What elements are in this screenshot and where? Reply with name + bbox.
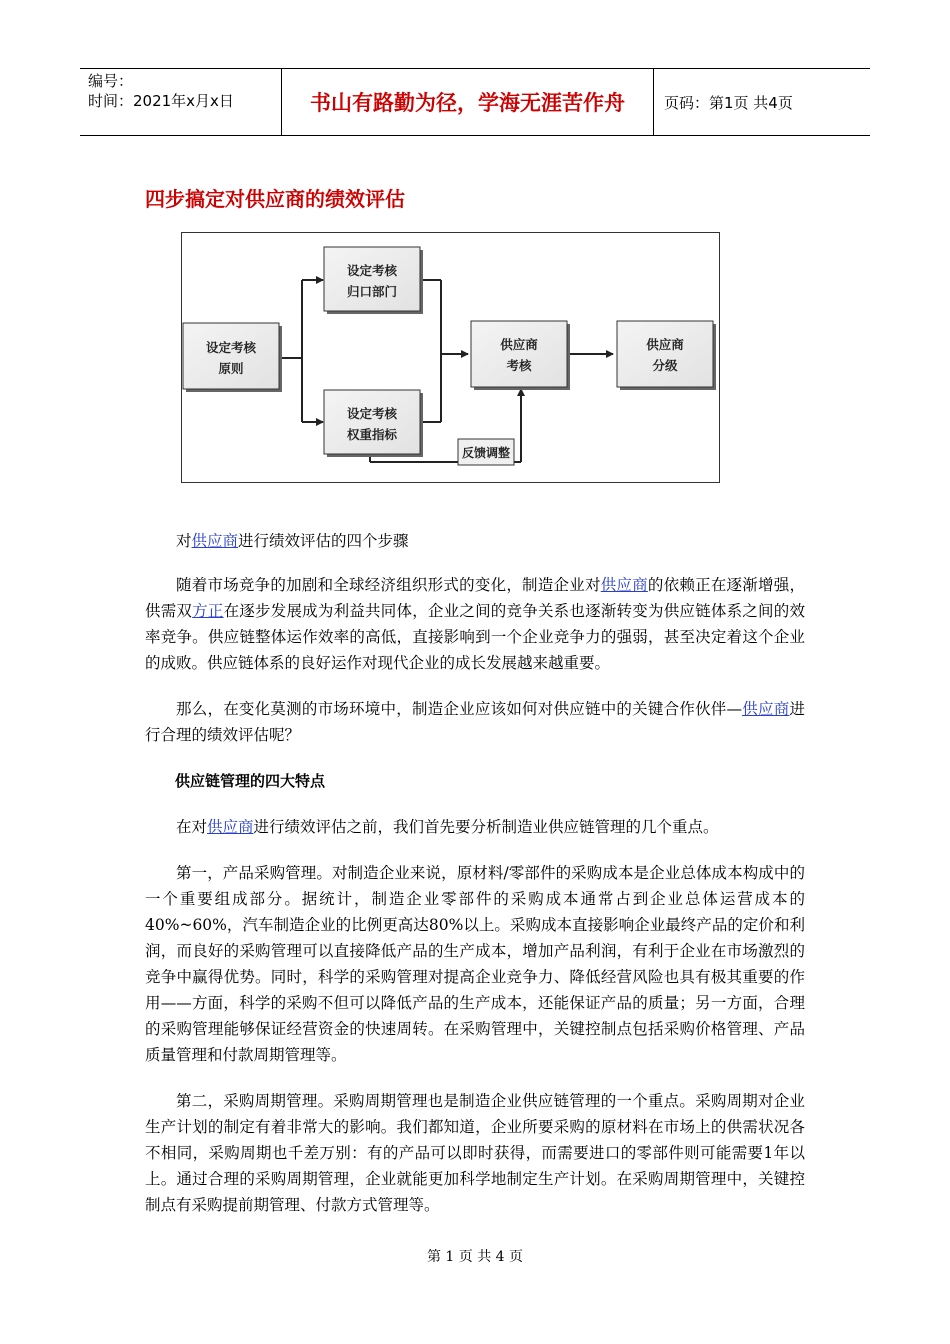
number-label: 编号： [88,72,134,90]
box-set-weights [324,390,423,457]
box-set-principles-line2: 原则 [218,361,244,376]
box-supplier-grading-line2: 分级 [652,358,678,373]
diagram-caption: 对供应商进行绩效评估的四个步骤 [176,532,409,550]
fangzheng-link[interactable]: 方正 [192,602,224,620]
box-supplier-grading-line1: 供应商 [646,337,684,352]
box-feedback [458,439,514,465]
box-supplier-evaluation [471,321,570,390]
header-page-info: 页码：第1页 共4页 [664,93,793,112]
box-supplier-evaluation-line2: 考核 [506,358,532,373]
header-info-cell [80,69,282,135]
page-footer: 第 1 页 共 4 页 [426,1249,524,1265]
box-set-principles [183,323,282,392]
time-label: 时间：2021年x月x日 [88,92,234,110]
document-body [145,528,805,1238]
box-set-weights-line1: 设定考核 [346,406,398,421]
page-header [80,68,870,136]
supplier-link[interactable]: 供应商 [742,700,790,718]
paragraph-intro: 随着市场竞争的加剧和全球经济组织形式的变化，制造企业对供应商的依赖正在逐渐增强，供需双方正在逐步发展成为利益共同体，企业之间的竞争关系也逐渐转变为供应链体系之间的效率竞争。供应链整体运作效率的高低，直接影响到一个企业竞争力的强弱，甚至决定着这个企业的成败。供应链体系的良好运作对现代企业的成长发展越来越重要。 [145,576,805,672]
document-title: 四步搞定对供应商的绩效评估 [145,187,405,211]
box-feedback-label: 反馈调整 [461,446,511,460]
header-motto: 书山有路勤为径，学海无涯苦作舟 [282,69,654,135]
supplier-link[interactable]: 供应商 [207,818,254,836]
paragraph-cycle: 第二，采购周期管理。采购周期管理也是制造企业供应链管理的一个重点。采购周期对企业生产计划的制定有着非常大的影响。我们都知道，企业所要采购的原材料在市场上的供需状况各不相同，采购周期也千差万别：有的产品可以即时获得，而需要进口的零部件则可能需要1年以上。通过合理的采购周期管理，企业就能更加科学地制定生产计划。在采购周期管理中，关键控制点有采购提前期管理、付款方式管理等。 [145,1092,805,1214]
paragraph-overview: 在对供应商进行绩效评估之前，我们首先要分析制造业供应链管理的几个重点。 [176,818,719,836]
box-set-department-line1: 设定考核 [346,263,398,278]
flow-diagram [181,232,720,483]
box-set-principles-line1: 设定考核 [205,340,257,355]
box-set-department-line2: 归口部门 [346,284,398,299]
paragraph-question: 那么，在变化莫测的市场环境中，制造企业应该如何对供应链中的关键合作伙伴—供应商进行合理的绩效评估呢？ [145,700,805,744]
section-heading: 供应链管理的四大特点 [175,772,326,790]
box-supplier-evaluation-line1: 供应商 [500,337,538,352]
box-set-weights-line2: 权重指标 [346,427,398,442]
box-supplier-grading [617,321,716,390]
box-set-department [324,247,423,314]
supplier-link[interactable]: 供应商 [600,576,648,594]
paragraph-procurement: 第一，产品采购管理。对制造企业来说，原材料/零部件的采购成本是企业总体成本构成中的一个重要组成部分。据统计，制造企业零部件的采购成本通常占到企业总体运营成本的40%~60%，汽车制造企业的比例更高达80%以上。采购成本直接影响企业最终产品的定价和利润，而良好的采购管理可以直接降低产品的生产成本，增加产品利润，有利于企业在市场激烈的竞争中赢得优势。同时，科学的采购管理对提高企业竞争力、降低经营风险也具有极其重要的作用——方面，科学的采购不但可以降低产品的生产成本，还能保证产品的质量；另一方面，合理的采购管理能够保证经营资金的快速周转。在采购管理中，关键控制点包括采购价格管理、产品质量管理和付款周期管理等。 [145,864,805,1064]
supplier-link[interactable]: 供应商 [191,532,239,550]
